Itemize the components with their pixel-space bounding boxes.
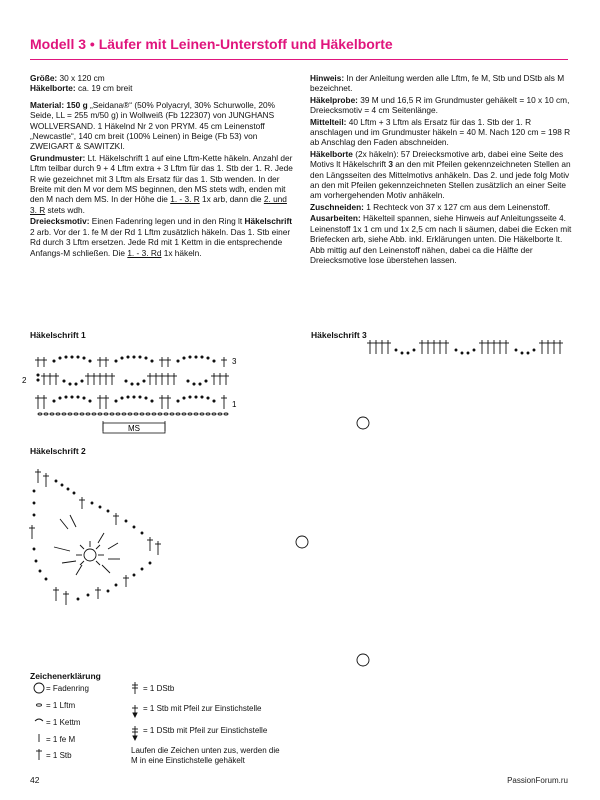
chart1-symbols	[35, 356, 229, 415]
legend-tr-symbol	[132, 682, 138, 694]
finishing-label: Ausarbeiten:	[310, 213, 361, 224]
pattern-rows-first: 1. - 3. R	[170, 194, 200, 205]
legend-dc-symbol	[36, 749, 42, 760]
legend-item-dc: = 1 Stb	[46, 751, 72, 760]
legend-item-chain: = 1 Lftm	[46, 701, 76, 710]
cutting-text: 1 Rechteck von 37 x 127 cm aus dem Leinenstoff.	[363, 201, 551, 212]
chart1-row1	[35, 395, 227, 409]
right-column	[310, 73, 572, 266]
chart2-inner-rounds	[54, 515, 120, 575]
edging-text-b: an den mit Pfeilen gekennzeichneten Stellen an den Längsseiten des Mittelmotivs anhäkeln. Das 2. und jede folg Motiv an den mit Pfeilen gekennzeichneten Stellen zusätzlich an einer Seite am vorhergehenden Motiv anhäkeln.	[310, 159, 571, 201]
material-paragraph	[30, 100, 294, 152]
center-label: Mittelteil:	[310, 116, 347, 127]
chart1-foundation-chain	[38, 413, 228, 415]
finishing-paragraph	[310, 213, 572, 265]
edging-text-a: (2x häkeln): 57 Dreiecksmotive arb, dabei eine Seite des Motivs lt Häkelschrift	[310, 148, 564, 170]
material-text: „Seidana®“ (50% Polyacryl, 30% Schurwolle, 20% Seide, LL = 255 m/50 g) in Wollweiß (Fb 122307) von JUNGHANS WOLLVERSAND. 1 Häkelnd Nr 2 von PRYM. 45 cm Leinenstoff „Newcastle“, 140 cm breit (100% Leinen) in Beige (Fb 53) von ZWEIGART & SAWITZKI.	[30, 99, 276, 152]
legend-slip-symbol	[35, 719, 43, 721]
chart2-left-edge	[29, 490, 35, 550]
legend-ring-symbol	[34, 683, 44, 693]
legend-note: Laufen die Zeichen unten zus, werden die M in eine Einstichstelle gehäkelt	[131, 746, 280, 765]
legend-title: Zeichenerklärung	[30, 671, 101, 681]
cutting-label: Zuschneiden:	[310, 201, 364, 212]
size-text: 30 x 120 cm	[57, 73, 105, 83]
legend-tr-arrow-symbol	[132, 726, 138, 740]
chart2-label: Häkelschrift 2	[30, 446, 86, 456]
pattern-paragraph	[30, 153, 294, 215]
ms-label: MS	[128, 424, 140, 433]
legend-symbols	[30, 682, 150, 782]
header-rule	[30, 59, 568, 60]
note-text: In der Anleitung werden alle Lftm, fe M, Stb und DStb als M bezeichnet.	[310, 73, 565, 94]
left-column	[30, 73, 294, 259]
chart2-outer-bottom-edge	[35, 560, 151, 605]
triangle-label: Dreiecksmotiv:	[30, 216, 90, 227]
chart3-motif-rings	[296, 417, 369, 666]
legend-dc-arrow-symbol	[132, 705, 138, 717]
triangle-bold: Häkelschrift	[244, 216, 292, 227]
note-label: Hinweis:	[310, 73, 345, 83]
legend-item-tr-arrow: = 1 DStb mit Pfeil zur Einstichstelle	[143, 726, 268, 735]
row-number-2: 2	[22, 376, 27, 385]
legend-item-tr: = 1 DStb	[143, 684, 175, 693]
legend-item-sc: = 1 fe M	[46, 735, 76, 744]
chart3-top-row	[367, 340, 563, 354]
page-header	[30, 36, 568, 57]
triangle-rounds: 1. - 3. Rd	[127, 247, 162, 258]
legend-item-dc-arrow: = 1 Stb mit Pfeil zur Einstichstelle	[143, 704, 262, 713]
chart3-label: Häkelschrift 3	[311, 330, 367, 340]
note-paragraph	[310, 73, 572, 94]
gauge-text: 39 M und 16,5 R im Grundmuster gehäkelt = 10 x 10 cm, Dreiecksmotiv = 4 cm Seitenlänge.	[310, 94, 570, 116]
center-paragraph	[310, 117, 572, 148]
pattern-rows-repeat: 2. und 3. R	[30, 194, 287, 215]
edging-bold: 3	[388, 159, 393, 170]
center-text: 40 Lftm + 3 Lftm als Ersatz für das 1. Stb der 1. R anschlagen und im Grundmuster häkeln = 40 M. Nach 120 cm = 198 R ab Anschlag den Faden abschneiden.	[310, 116, 571, 148]
pattern-text-c: stets wdh.	[45, 204, 85, 215]
chart2-magic-ring	[84, 549, 96, 561]
page-title: Modell 3 • Läufer mit Leinen-Unterstoff und Häkelborte	[30, 36, 393, 52]
edging-label: Häkelborte	[310, 148, 353, 159]
chart1-label: Häkelschrift 1	[30, 330, 86, 340]
chart1-row3	[35, 356, 227, 367]
pattern-text-a: Lt. Häkelschrift 1 auf eine Lftm-Kette häkeln. Anzahl der Lftm teilbar durch 9 + 4 Lftm extra + 3 Lftm für das 1. Stb der 1. R. Jede R wie gezeichnet mit 3 Lftm als Ersatz für das 1. Stb wenden. In der Breite mit den M vor dem MS beginnen, den MS stets wdh, enden mit den M nach dem MS. In der Höhe die	[30, 152, 293, 205]
watermark: PassionForum.ru	[507, 776, 568, 785]
chart3-symbols	[296, 340, 563, 666]
chart3-diagram	[240, 340, 570, 780]
border-text: ca. 19 cm breit	[75, 83, 133, 94]
chart2-outer-top-edge	[35, 469, 161, 555]
edging-paragraph	[310, 149, 572, 201]
triangle-text-c: 1x häkeln.	[161, 247, 202, 258]
legend-item-ring: = Fadenring	[46, 684, 89, 693]
page-number: 42	[30, 775, 40, 785]
row-number-1: 1	[232, 400, 237, 409]
gauge-paragraph	[310, 95, 572, 116]
size-label: Größe:	[30, 73, 58, 83]
gauge-label: Häkelprobe:	[310, 94, 358, 105]
chart2-diagram	[30, 463, 180, 613]
legend-chain-symbol	[37, 704, 42, 706]
material-label: Material: 150 g	[30, 99, 88, 110]
pattern-label: Grundmuster:	[30, 152, 86, 163]
chart1-diagram	[22, 345, 240, 435]
chart1-row2	[37, 373, 229, 385]
pattern-text-b: 1x arb, dann die	[199, 194, 264, 205]
size-paragraph	[30, 73, 294, 94]
triangle-text-b: 2 arb. Vor der 1. fe M der Rd 1 Lftm zusätzlich häkeln. Das 1. Stb einer Rd durch 3 Lftm ersetzen. Jede Rd mit 1 Kettm in die entsprechende Anfangs-M schließen. Die	[30, 226, 291, 258]
border-label: Häkelborte:	[30, 83, 76, 94]
cutting-paragraph	[310, 202, 572, 212]
triangle-paragraph	[30, 216, 294, 258]
legend-item-slip: = 1 Kettm	[46, 718, 81, 727]
finishing-text: Häkelteil spannen, siehe Hinweis auf Anleitungsseite 4. Leinenstoff 1x 1 cm und 1x 2,5 cm nach li säumen, dabei die Ecken mit Briefecken arb, siehe Abb. inkl. Erklärungen unten. Die Häkelborte lt. Abb mittig auf den Leinenstoff nähen, dabei ca die Hälfte der Dreiecksmotive lose überstehen lassen.	[310, 213, 572, 265]
triangle-text-a: Einen Fadenring legen und in den Ring lt	[89, 216, 245, 227]
row-number-3: 3	[232, 357, 237, 366]
